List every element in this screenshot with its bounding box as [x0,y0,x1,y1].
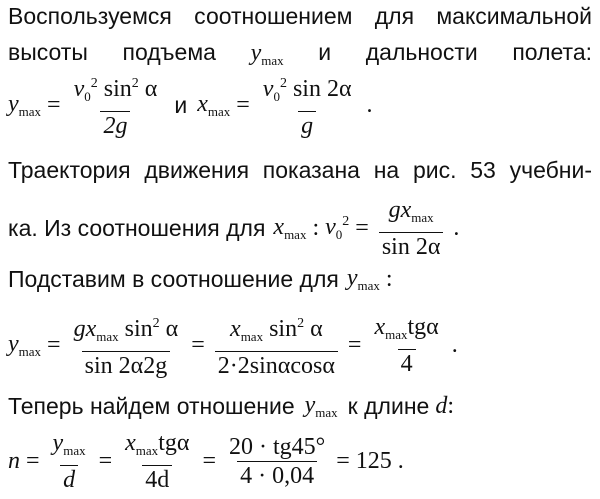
equation-3: n = $\frac{y_{max}}{d}$ = $\frac{x_{max}tg\alpha}{4d}$ = $\frac{20 \cdot tg45^\circ}{4 \cdot 0,04}$ = 125 . [8,430,404,493]
equation-2: $y_{max}$ = $\frac{gx_{max} \sin^2 \alpha}{\sin 2\alpha 2g}$ = $\frac{x_{max} \sin^2 \alpha}{2\cdot 2\sin\alpha\cos\alpha}$ = $\frac{x_{max}tg\alpha}{4}$ . [8,313,458,379]
paragraph-4-line-a: Теперь найдем отношение [8,393,295,419]
text-line-6: Теперь найдем отношение $y_{max}$ к длине d : [8,392,454,420]
eq2-y-max: $y_{max}$ [8,330,42,359]
p4-y-max: $y_{max}$ [304,392,338,420]
eq1-conjunction: и [174,91,188,118]
eq3-result: = 125 . [336,448,404,474]
p4-d-symbol: d [435,393,448,419]
text-line-1 [8,2,592,30]
eq3-fraction-3: $\frac{20 \cdot tg45^\circ}{4 \cdot 0,04}$ [228,434,326,489]
eq1-y-max: $y_{max}$ [8,90,42,119]
paragraph-2-line-2: ка. Из соотношения для [8,215,266,241]
text-line-2 [8,38,592,75]
paragraph-4-line-b: к длине [347,393,430,419]
p2-v0-squared: $v_0^2$ [325,214,350,242]
eq1-fraction-right: $\frac{v_0^2 \sin 2\alpha}{g}$ [262,76,352,139]
text-line-5: Подставим в соотношение для $y_{max}$ : [8,265,393,293]
p2-fraction: $\frac{gx_{max}}{\sin 2\alpha}$ [379,198,444,259]
eq2-fraction-3: $\frac{x_{max}tg\alpha}{4}$ [374,313,439,377]
paragraph-1-line-1: Воспользуемся соотношением для максимальной [8,3,592,29]
eq2-fraction-2: $\frac{x_{max} \sin^2 \alpha}{2\cdot 2\sin\alpha\cos\alpha}$ [215,312,338,378]
eq1-x-max: $x_{max}$ [197,90,231,119]
p2-x-max: $x_{max}$ [273,214,307,242]
text-line-3 [8,156,592,184]
eq2-fraction-1: $\frac{gx_{max} \sin^2 \alpha}{\sin 2\alpha 2g}$ [73,316,179,379]
eq3-n: n [8,448,20,474]
eq3-fraction-1: $\frac{y_{max}}{d}$ [52,430,86,493]
y-max-symbol: $y_{max}$ [250,40,284,68]
equation-1: $y_{max}$ = $\frac{v_0^2 \sin^2 \alpha}{2g}$ и $x_{max}$ = $\frac{v_0^2 \sin 2\alpha}{g}$ . [8,72,373,138]
paragraph-1-line-2-a: высоты подъема [8,39,216,65]
paragraph-3-line: Подставим в соотношение для [8,266,339,292]
text-line-4: ка. Из соотношения для $x_{max}$ : $v_0^2$ = $\frac{gx_{max}}{\sin 2\alpha}$ . [8,197,460,260]
eq1-fraction-left: $\frac{v_0^2 \sin^2 \alpha}{2g}$ [73,76,158,139]
paragraph-2-line-1: Траектория движения показана на рис. 53 учебни- [8,157,592,183]
eq3-fraction-2: $\frac{x_{max}tg\alpha}{4d}$ [125,430,190,493]
paragraph-1-line-2-b: и дальности полета: [318,39,593,65]
p3-y-max: $y_{max}$ [346,265,380,293]
